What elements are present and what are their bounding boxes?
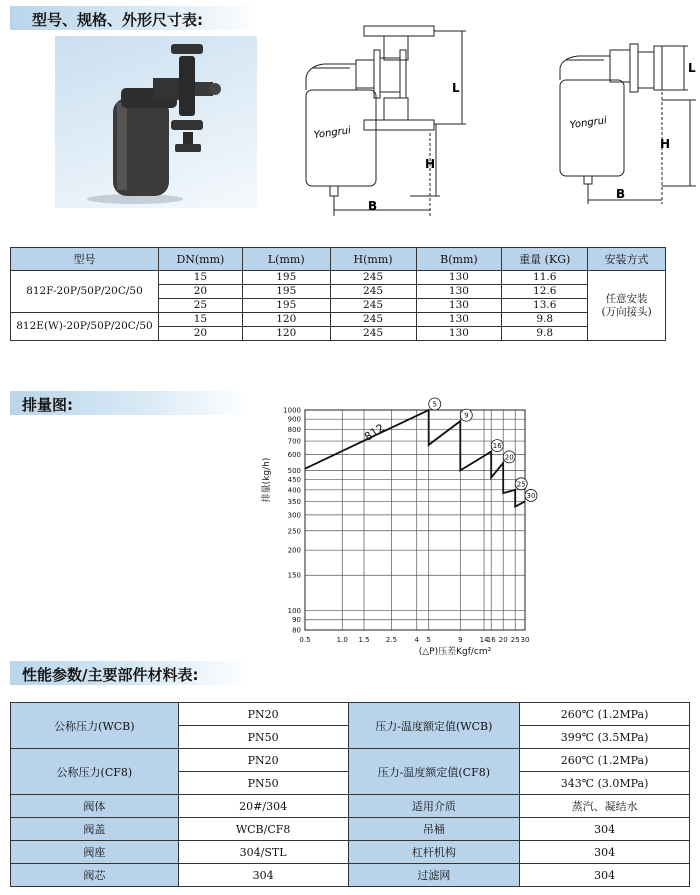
x-tick-label: 25 bbox=[510, 636, 520, 644]
value-cell: 304/STL bbox=[178, 841, 348, 864]
x-tick-label: 5 bbox=[426, 636, 431, 644]
y-tick-label: 300 bbox=[287, 511, 301, 520]
value-cell: WCB/CF8 bbox=[178, 818, 348, 841]
cell: 120 bbox=[242, 313, 330, 327]
cell: 245 bbox=[330, 299, 416, 313]
value-cell: 蒸汽、凝结水 bbox=[520, 795, 690, 818]
cell: 13.6 bbox=[502, 299, 588, 313]
x-tick-label: 14 bbox=[479, 636, 489, 644]
cell: 15 bbox=[158, 271, 242, 285]
install-line-2: (万向接头) bbox=[601, 305, 652, 318]
cell: 195 bbox=[242, 299, 330, 313]
install-cell bbox=[588, 271, 666, 341]
x-tick-label: 30 bbox=[520, 636, 530, 644]
header-weight: 重量 (KG) bbox=[502, 248, 588, 271]
cell: 195 bbox=[242, 285, 330, 299]
series-line-812 bbox=[305, 410, 525, 507]
annotation-label: 25 bbox=[516, 480, 526, 489]
model-cell: 812E(W)-20P/50P/20C/50 bbox=[11, 313, 159, 341]
dim-label-b-2: B bbox=[616, 187, 626, 201]
y-tick-label: 350 bbox=[287, 497, 301, 506]
value-cell: 304 bbox=[520, 864, 690, 887]
annotation-label: 16 bbox=[492, 442, 502, 451]
x-tick-label: 1.0 bbox=[336, 636, 348, 644]
label-cell: 吊桶 bbox=[348, 818, 520, 841]
cell: 15 bbox=[158, 313, 242, 327]
value-cell: 343℃ (3.0MPa) bbox=[520, 772, 690, 795]
dim-label-b: B bbox=[368, 199, 378, 213]
material-table bbox=[10, 702, 690, 887]
brand-logo: Yongrui bbox=[313, 125, 352, 142]
cell: 130 bbox=[416, 299, 502, 313]
annotation-label: 30 bbox=[526, 491, 536, 500]
y-tick-label: 600 bbox=[287, 450, 301, 459]
dimension-drawing-flanged bbox=[290, 20, 480, 220]
table-row bbox=[11, 703, 690, 726]
header-b: B(mm) bbox=[416, 248, 502, 271]
value-cell: 304 bbox=[178, 864, 348, 887]
header-h: H(mm) bbox=[330, 248, 416, 271]
cell: 245 bbox=[330, 327, 416, 341]
label-cell: 阀芯 bbox=[11, 864, 179, 887]
dim-label-l-2: L bbox=[688, 61, 696, 75]
label-cell: 适用介质 bbox=[348, 795, 520, 818]
y-tick-label: 400 bbox=[287, 486, 301, 495]
value-cell: PN20 bbox=[178, 703, 348, 726]
value-cell: PN20 bbox=[178, 749, 348, 772]
x-tick-label: 0.5 bbox=[299, 636, 311, 644]
value-cell: 304 bbox=[520, 818, 690, 841]
header-install: 安装方式 bbox=[588, 248, 666, 271]
cell: 130 bbox=[416, 313, 502, 327]
y-tick-label: 450 bbox=[287, 476, 301, 485]
cell: 25 bbox=[158, 299, 242, 313]
label-cell: 公称压力(WCB) bbox=[11, 703, 179, 749]
y-tick-label: 1000 bbox=[283, 406, 301, 415]
cell: 130 bbox=[416, 271, 502, 285]
header-model: 型号 bbox=[11, 248, 159, 271]
x-tick-label: 1.5 bbox=[358, 636, 370, 644]
cell: 9.8 bbox=[502, 313, 588, 327]
value-cell: 20#/304 bbox=[178, 795, 348, 818]
x-tick-label: 16 bbox=[486, 636, 496, 644]
table-row bbox=[11, 313, 666, 327]
label-cell: 阀座 bbox=[11, 841, 179, 864]
y-tick-label: 900 bbox=[287, 415, 301, 424]
y-tick-label: 80 bbox=[292, 626, 301, 635]
label-cell: 杠杆机构 bbox=[348, 841, 520, 864]
label-cell: 公称压力(CF8) bbox=[11, 749, 179, 795]
cell: 20 bbox=[158, 285, 242, 299]
header-l: L(mm) bbox=[242, 248, 330, 271]
value-cell: PN50 bbox=[178, 726, 348, 749]
dim-label-l: L bbox=[452, 81, 460, 95]
cell: 195 bbox=[242, 271, 330, 285]
table-row bbox=[11, 795, 690, 818]
x-tick-label: 20 bbox=[498, 636, 508, 644]
table-row bbox=[11, 864, 690, 887]
label-cell: 压力-温度额定值(WCB) bbox=[348, 703, 520, 749]
y-tick-label: 150 bbox=[287, 571, 301, 580]
label-cell: 压力-温度额定值(CF8) bbox=[348, 749, 520, 795]
annotation-label: 9 bbox=[464, 411, 469, 420]
y-tick-label: 700 bbox=[287, 437, 301, 446]
y-tick-label: 200 bbox=[287, 546, 301, 555]
y-axis-label: 排量(kg/h) bbox=[262, 457, 272, 503]
dim-label-h-2: H bbox=[660, 137, 671, 151]
series-label-812: 812 bbox=[362, 421, 387, 444]
cell: 130 bbox=[416, 327, 502, 341]
value-cell: 399℃ (3.5MPa) bbox=[520, 726, 690, 749]
header-dn: DN(mm) bbox=[158, 248, 242, 271]
x-tick-label: 2.5 bbox=[385, 636, 398, 644]
cell: 245 bbox=[330, 271, 416, 285]
cell: 20 bbox=[158, 327, 242, 341]
table-row bbox=[11, 818, 690, 841]
cell: 245 bbox=[330, 285, 416, 299]
value-cell: 304 bbox=[520, 841, 690, 864]
value-cell: 260℃ (1.2MPa) bbox=[520, 749, 690, 772]
product-photo bbox=[55, 36, 257, 208]
cell: 9.8 bbox=[502, 327, 588, 341]
flow-chart bbox=[255, 390, 555, 670]
y-tick-label: 90 bbox=[292, 616, 301, 625]
y-tick-label: 250 bbox=[287, 527, 301, 536]
y-tick-label: 800 bbox=[287, 425, 301, 434]
y-tick-label: 100 bbox=[287, 607, 301, 616]
cell: 245 bbox=[330, 313, 416, 327]
spec-section-title: 型号、规格、外形尺寸表: bbox=[32, 11, 203, 29]
value-cell: PN50 bbox=[178, 772, 348, 795]
table-row bbox=[11, 271, 666, 285]
x-axis-label: (△P)压差Kgf/cm² bbox=[418, 647, 492, 657]
label-cell: 过滤网 bbox=[348, 864, 520, 887]
flow-section-title: 排量图: bbox=[22, 396, 73, 414]
x-tick-label: 9 bbox=[458, 636, 463, 644]
cell: 12.6 bbox=[502, 285, 588, 299]
brand-logo-2: Yongrui bbox=[569, 115, 608, 132]
model-cell: 812F-20P/50P/20C/50 bbox=[11, 271, 159, 313]
spec-table bbox=[10, 247, 666, 341]
annotation-label: 20 bbox=[504, 453, 514, 462]
install-line-1: 任意安装 bbox=[605, 292, 648, 305]
annotation-label: 5 bbox=[432, 400, 437, 409]
cell: 11.6 bbox=[502, 271, 588, 285]
dimension-drawing-union bbox=[550, 36, 700, 206]
label-cell: 阀盖 bbox=[11, 818, 179, 841]
table-row bbox=[11, 749, 690, 772]
table-row bbox=[11, 841, 690, 864]
y-tick-label: 500 bbox=[287, 466, 301, 475]
label-cell: 阀体 bbox=[11, 795, 179, 818]
cell: 130 bbox=[416, 285, 502, 299]
value-cell: 260℃ (1.2MPa) bbox=[520, 703, 690, 726]
x-tick-label: 4 bbox=[414, 636, 419, 644]
dim-label-h: H bbox=[425, 157, 436, 171]
material-section-title: 性能参数/主要部件材料表: bbox=[22, 666, 199, 684]
cell: 120 bbox=[242, 327, 330, 341]
